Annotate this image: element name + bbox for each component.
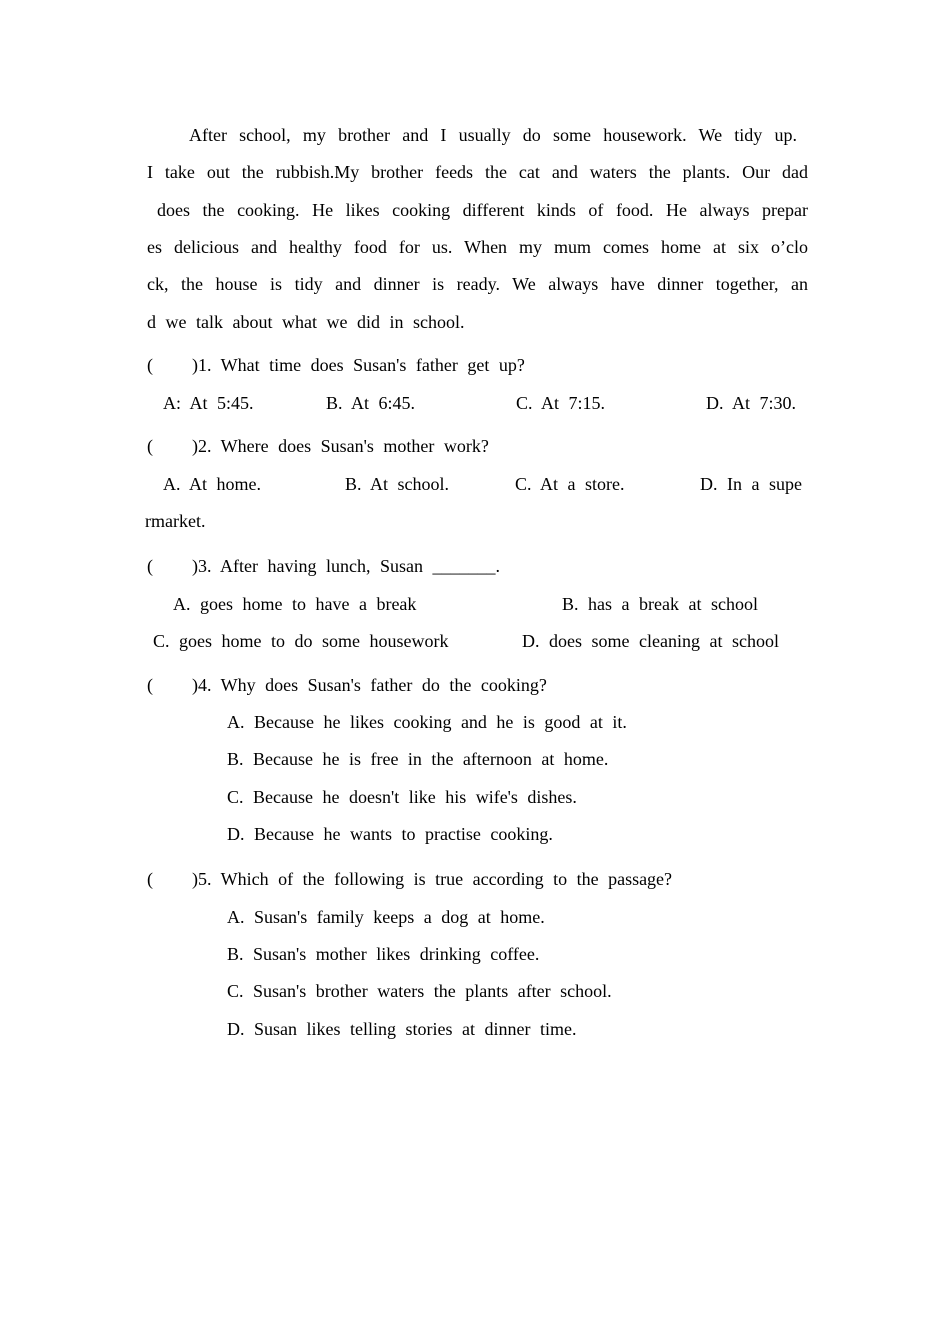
option-b: B. Susan's mother likes drinking coffee. xyxy=(227,944,540,964)
passage-line: ck, the house is tidy and dinner is ready. We always have dinner together, an xyxy=(147,274,808,294)
option-c: C. Because he doesn't like his wife's dishes. xyxy=(227,787,577,807)
answer-blank[interactable]: ( xyxy=(147,355,153,375)
option-d: D. In a supe xyxy=(700,474,802,494)
answer-blank[interactable]: ( xyxy=(147,869,153,889)
option-b: B. has a break at school xyxy=(562,594,758,614)
option-b: B. At 6:45. xyxy=(326,393,416,413)
option-d: D. does some cleaning at school xyxy=(522,631,779,651)
option-d: D. At 7:30. xyxy=(706,393,797,413)
option-c: C. Susan's brother waters the plants after school. xyxy=(227,981,612,1001)
option-c: C. goes home to do some housework xyxy=(153,631,449,651)
passage-line: I take out the rubbish.My brother feeds the cat and waters the plants. Our dad xyxy=(147,162,808,182)
option-a: A: At 5:45. xyxy=(163,393,254,413)
passage-line: does the cooking. He likes cooking different kinds of food. He always prepar xyxy=(157,200,808,220)
option-c: C. At 7:15. xyxy=(516,393,606,413)
passage-line: es delicious and healthy food for us. When my mum comes home at six o’clo xyxy=(147,237,808,257)
passage-line: d we talk about what we did in school. xyxy=(147,312,465,332)
option-a: A. At home. xyxy=(163,474,261,494)
question-text: )2. Where does Susan's mother work? xyxy=(192,436,489,456)
option-b: B. At school. xyxy=(345,474,450,494)
answer-blank[interactable]: ( xyxy=(147,675,153,695)
option-a: A. Because he likes cooking and he is good at it. xyxy=(227,712,627,732)
question-text: )3. After having lunch, Susan _______. xyxy=(192,556,500,576)
option-a: A. goes home to have a break xyxy=(173,594,417,614)
question-text: )1. What time does Susan's father get up? xyxy=(192,355,525,375)
answer-blank[interactable]: ( xyxy=(147,556,153,576)
option-d-wrap: rmarket. xyxy=(145,511,206,531)
answer-blank[interactable]: ( xyxy=(147,436,153,456)
option-b: B. Because he is free in the afternoon at home. xyxy=(227,749,609,769)
passage-line: After school, my brother and I usually do some housework. We tidy up. xyxy=(189,125,797,145)
option-c: C. At a store. xyxy=(515,474,625,494)
option-d: D. Susan likes telling stories at dinner time. xyxy=(227,1019,577,1039)
option-d: D. Because he wants to practise cooking. xyxy=(227,824,553,844)
question-text: )4. Why does Susan's father do the cooking? xyxy=(192,675,547,695)
question-text: )5. Which of the following is true according to the passage? xyxy=(192,869,673,889)
option-a: A. Susan's family keeps a dog at home. xyxy=(227,907,545,927)
